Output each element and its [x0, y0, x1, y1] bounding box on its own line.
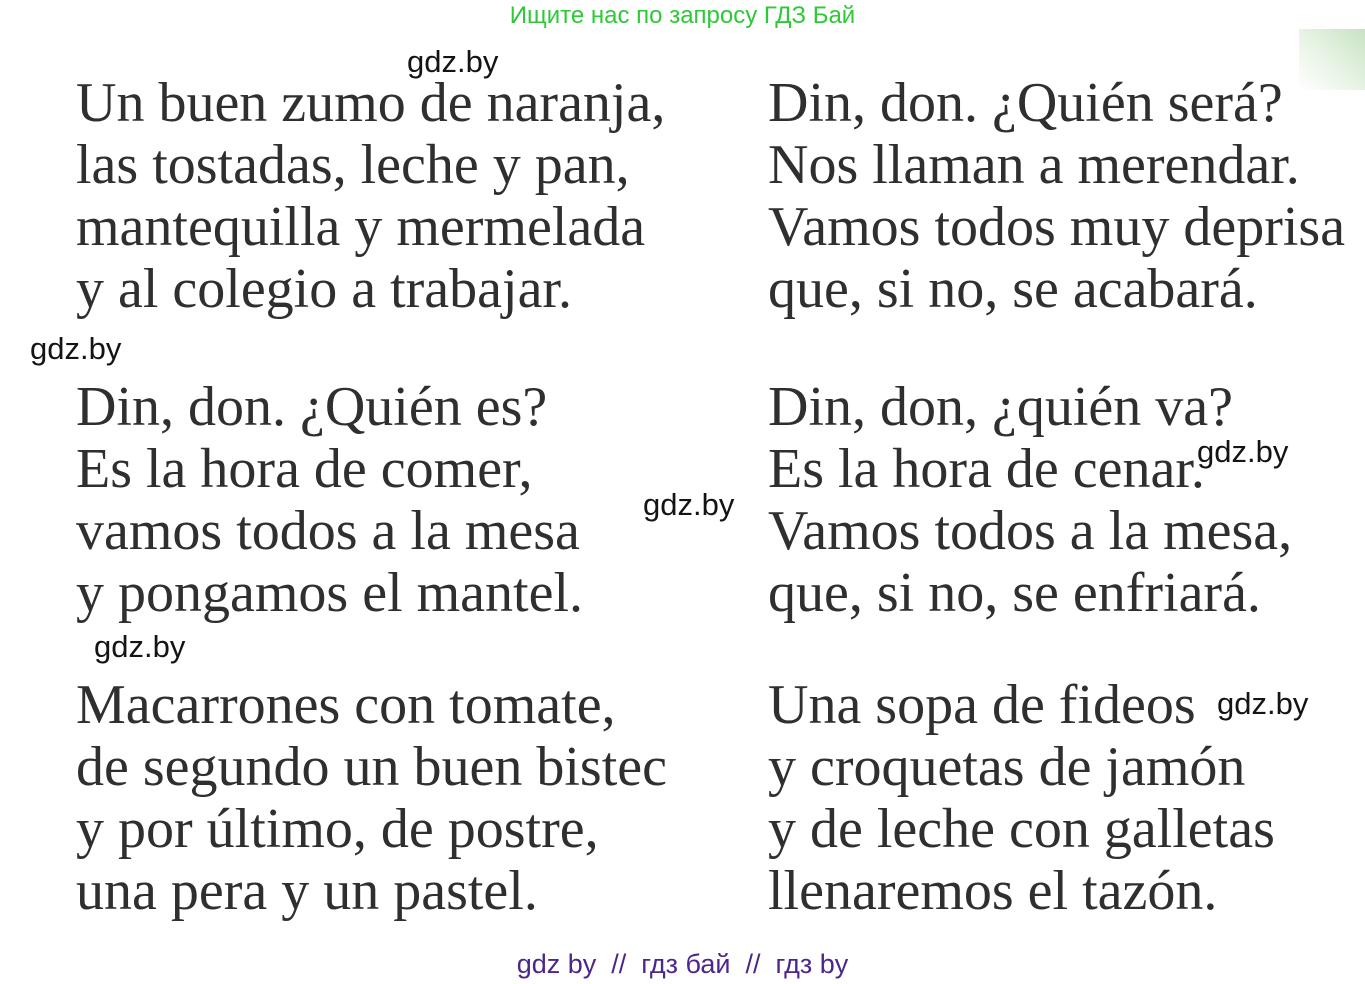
stanza-right-3: [768, 674, 1275, 922]
poem-line: una pera y un pastel.: [76, 860, 538, 922]
poem-line: las tostadas, leche y pan,: [76, 134, 630, 196]
poem-line: Es la hora de cenar.: [768, 438, 1205, 500]
stanza-right-2: [768, 376, 1292, 624]
gdz-watermark: gdz.by: [30, 331, 122, 366]
stanza-left-2: [76, 376, 583, 624]
poem-line: Din, don. ¿Quién será?: [768, 72, 1283, 134]
poem-line: que, si no, se acabará.: [768, 258, 1258, 320]
stanza-left-1: [76, 72, 665, 320]
stanza-left-3: [76, 674, 667, 922]
poem-line: Vamos todos a la mesa,: [768, 500, 1293, 562]
poem-line: y croquetas de jamón: [768, 736, 1246, 798]
gdz-watermark: gdz.by: [1197, 434, 1289, 469]
footer-watermark-text: gdz by // гдз бай // гдз by: [516, 949, 849, 979]
poem-line: y por último, de postre,: [76, 798, 599, 860]
poem-line: vamos todos a la mesa: [76, 500, 580, 562]
gdz-watermark: gdz.by: [407, 44, 499, 79]
stanza-right-1: [768, 72, 1345, 320]
poem-line: y al colegio a trabajar.: [76, 258, 572, 320]
poem-line: Nos llaman a merendar.: [768, 134, 1300, 196]
poem-line: Es la hora de comer,: [76, 438, 533, 500]
gdz-watermark: gdz.by: [643, 487, 735, 522]
poem-line: llenaremos el tazón.: [768, 860, 1218, 922]
poem-line: y de leche con galletas: [768, 798, 1275, 860]
poem-line: y pongamos el mantel.: [76, 562, 584, 624]
poem-line: Un buen zumo de naranja,: [76, 72, 666, 134]
poem-line: Din, don. ¿Quién es?: [76, 376, 548, 438]
poem-line: de segundo un buen bistec: [76, 736, 667, 798]
poem-line: Vamos todos muy deprisa: [768, 196, 1346, 258]
poem-line: Macarrones con tomate,: [76, 674, 616, 736]
site-banner-text: Ищите нас по запросу ГДЗ Бай: [509, 2, 856, 29]
poem-line: que, si no, se enfriará.: [768, 562, 1261, 624]
gdz-watermark: gdz.by: [1217, 686, 1309, 721]
poem-line: Una sopa de fideos: [768, 674, 1196, 736]
poem-line: Din, don, ¿quién va?: [768, 376, 1233, 438]
poem-line: mantequilla y mermelada: [76, 196, 646, 258]
gdz-watermark: gdz.by: [94, 629, 186, 664]
